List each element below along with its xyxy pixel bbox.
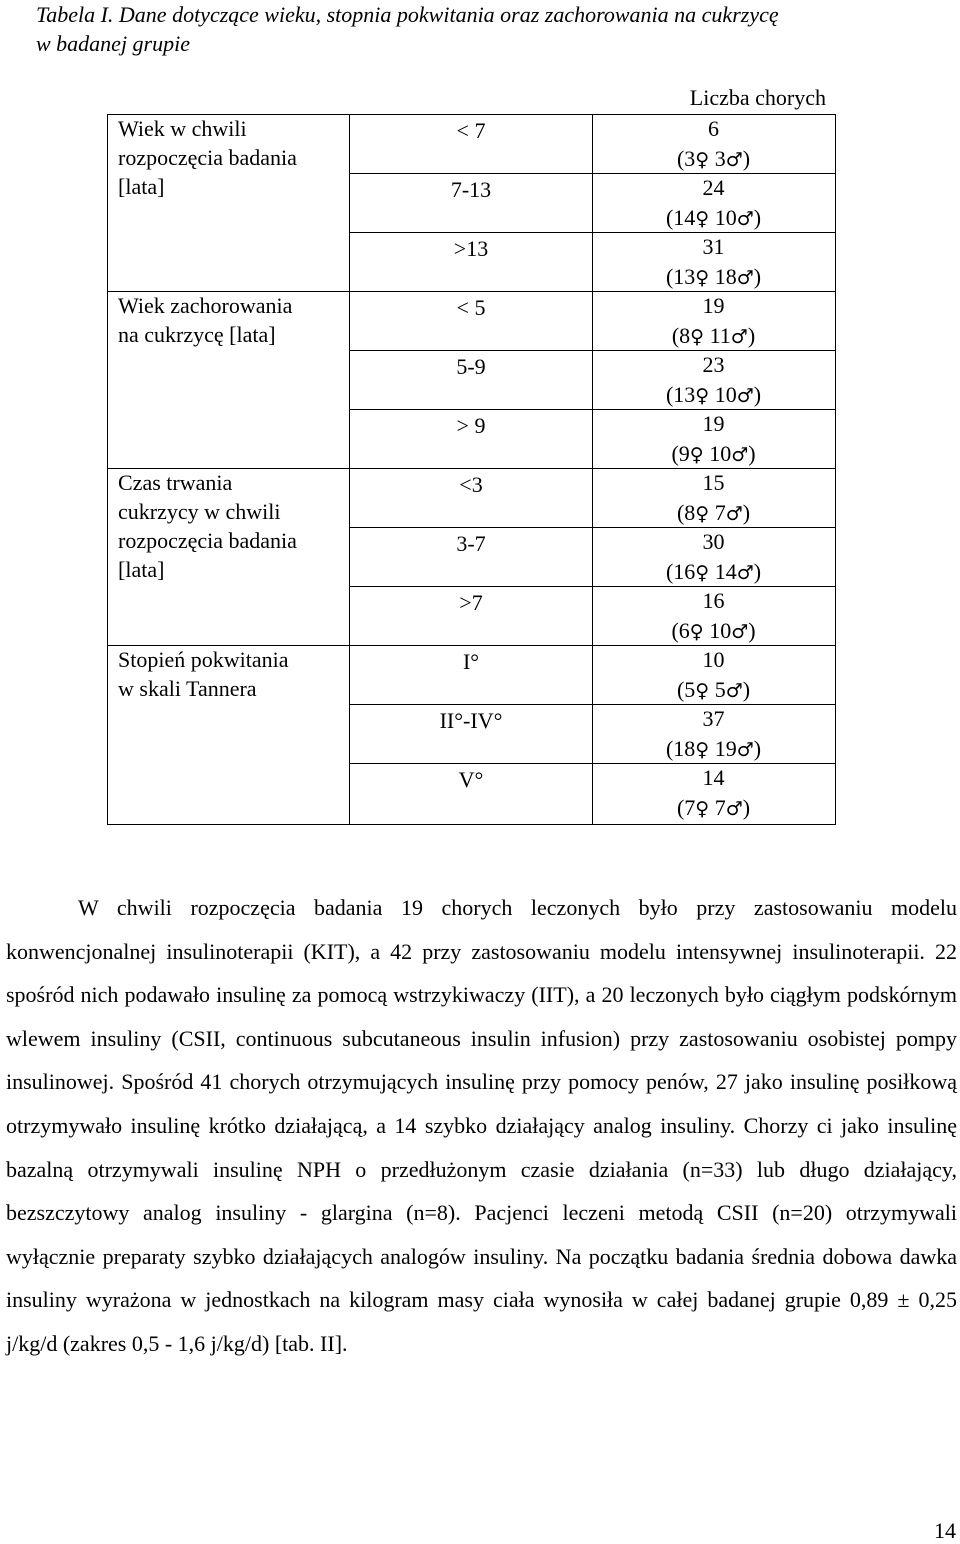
count-total: 30 bbox=[702, 529, 725, 554]
body-paragraph: W chwili rozpoczęcia badania 19 chorych leczonych było przy zastosowaniu modelu konwencjonalnej insulinoterapii (KIT), a 42 przy zastosowaniu modelu intensywnej insulinoterapii. 22 spośród nich podawało insulinę za pomocą wstrzykiwaczy (IIT), a 20 leczonych było ciągłym podskórnym wlewem insuliny (CSII, continuous subcutaneous insulin infusion) przy zastosowaniu osobistej pompy insulinowej. Spośród 41 chorych otrzymujących insulinę przy pomocy penów, 27 jako insulinę posiłkową otrzymywało insulinę krótko działającą, a 14 szybko działający analog insuliny. Chorzy ci jako insulinę bazalną otrzymywali insulinę NPH o przedłużonym czasie działania (n=33) lub długo działający, bezszczytowy analog insuliny - glargina (n=8). Pacjenci leczeni metodą CSII (n=20) otrzymywali wyłącznie preparaty szybko działających analogów insuliny. Na początku badania średnia dobowa dawka insuliny wyrażona w jednostkach na kilogram masy ciała wynosiła w całej badanej grupie 0,89 ± 0,25 j/kg/d (zakres 0,5 - 1,6 j/kg/d) [tab. II]. bbox=[6, 895, 957, 1356]
category-label-line: [lata] bbox=[118, 557, 165, 582]
category-label-line: w skali Tannera bbox=[118, 676, 257, 701]
count-male: 18 bbox=[714, 263, 737, 289]
count-female: 14 bbox=[673, 204, 696, 230]
range-cell: > 9 bbox=[456, 413, 486, 438]
count-split: (5♀ 5♂) bbox=[676, 676, 751, 702]
count-cell bbox=[593, 232, 834, 293]
count-female: 8 bbox=[684, 499, 696, 525]
row-divider bbox=[349, 704, 835, 705]
range-cell: >13 bbox=[453, 236, 489, 261]
row-divider bbox=[349, 232, 835, 233]
count-male: 7 bbox=[714, 499, 726, 525]
category-label bbox=[118, 114, 348, 201]
male-symbol-icon: ♂ bbox=[725, 679, 743, 702]
count-female: 7 bbox=[684, 794, 696, 820]
row-divider bbox=[349, 409, 835, 410]
male-symbol-icon: ♂ bbox=[736, 561, 754, 584]
female-symbol-icon: ♀ bbox=[695, 797, 710, 820]
count-male: 10 bbox=[714, 381, 737, 407]
caption-line-2: w badanej grupie bbox=[36, 31, 190, 56]
category-label-line: rozpoczęcia badania bbox=[118, 145, 297, 170]
count-total: 19 bbox=[702, 293, 725, 318]
row-divider bbox=[349, 586, 835, 587]
row-divider bbox=[349, 763, 835, 764]
count-cell bbox=[593, 114, 834, 175]
male-symbol-icon: ♂ bbox=[725, 502, 743, 525]
female-symbol-icon: ♀ bbox=[695, 384, 710, 407]
male-symbol-icon: ♂ bbox=[731, 443, 749, 466]
count-female: 9 bbox=[678, 440, 690, 466]
count-total: 31 bbox=[702, 234, 725, 259]
category-label bbox=[118, 291, 348, 349]
male-symbol-icon: ♂ bbox=[736, 266, 754, 289]
count-male: 14 bbox=[714, 558, 737, 584]
range-cell: I° bbox=[462, 649, 480, 674]
count-male: 10 bbox=[709, 617, 732, 643]
count-female: 16 bbox=[673, 558, 696, 584]
page-number: 14 bbox=[934, 1518, 956, 1543]
female-symbol-icon: ♀ bbox=[689, 620, 704, 643]
count-split: (18♀ 19♂) bbox=[665, 735, 762, 761]
count-split: (13♀ 18♂) bbox=[665, 263, 762, 289]
category-label-line: Wiek zachorowania bbox=[118, 293, 293, 318]
female-symbol-icon: ♀ bbox=[695, 266, 710, 289]
count-total: 6 bbox=[708, 116, 719, 141]
count-female: 5 bbox=[684, 676, 696, 702]
range-cell: < 7 bbox=[456, 118, 486, 143]
male-symbol-icon: ♂ bbox=[731, 620, 749, 643]
count-male: 3 bbox=[714, 145, 726, 171]
range-cell: < 5 bbox=[456, 295, 486, 320]
count-split: (7♀ 7♂) bbox=[676, 794, 751, 820]
body-paragraph-block bbox=[6, 886, 957, 1366]
row-divider bbox=[107, 291, 835, 292]
count-split: (16♀ 14♂) bbox=[665, 558, 762, 584]
male-symbol-icon: ♂ bbox=[736, 738, 754, 761]
count-female: 18 bbox=[673, 735, 696, 761]
count-header: Liczba chorych bbox=[689, 85, 826, 110]
category-label bbox=[118, 645, 348, 703]
count-male: 5 bbox=[714, 676, 726, 702]
count-split: (13♀ 10♂) bbox=[665, 381, 762, 407]
category-label-line: [lata] bbox=[118, 174, 165, 199]
count-cell bbox=[593, 409, 834, 470]
count-cell bbox=[593, 350, 834, 411]
range-cell: >7 bbox=[459, 590, 483, 615]
count-split: (6♀ 10♂) bbox=[671, 617, 756, 643]
range-cell: 3-7 bbox=[456, 531, 486, 556]
count-split: (9♀ 10♂) bbox=[671, 440, 756, 466]
count-male: 19 bbox=[714, 735, 737, 761]
male-symbol-icon: ♂ bbox=[725, 797, 743, 820]
female-symbol-icon: ♀ bbox=[695, 207, 710, 230]
female-symbol-icon: ♀ bbox=[689, 443, 704, 466]
table-caption bbox=[36, 0, 956, 58]
row-divider bbox=[349, 527, 835, 528]
count-cell bbox=[593, 645, 834, 706]
count-cell bbox=[593, 468, 834, 529]
female-symbol-icon: ♀ bbox=[695, 738, 710, 761]
female-symbol-icon: ♀ bbox=[695, 502, 710, 525]
female-symbol-icon: ♀ bbox=[695, 561, 710, 584]
category-label-line: Czas trwania bbox=[118, 470, 233, 495]
caption-line-1: Tabela I. Dane dotyczące wieku, stopnia pokwitania oraz zachorowania na cukrzycę bbox=[36, 2, 779, 27]
count-cell bbox=[593, 173, 834, 234]
row-divider bbox=[107, 645, 835, 646]
range-cell: <3 bbox=[459, 472, 483, 497]
count-cell bbox=[593, 763, 834, 824]
male-symbol-icon: ♂ bbox=[736, 207, 754, 230]
count-total: 14 bbox=[702, 765, 725, 790]
count-female: 3 bbox=[684, 145, 696, 171]
count-split: (3♀ 3♂) bbox=[676, 145, 751, 171]
row-divider bbox=[349, 173, 835, 174]
count-split: (8♀ 7♂) bbox=[676, 499, 751, 525]
range-cell: II°-IV° bbox=[439, 708, 503, 733]
count-split: (8♀ 11♂) bbox=[671, 322, 756, 348]
count-male: 7 bbox=[714, 794, 726, 820]
count-total: 23 bbox=[702, 352, 725, 377]
count-cell bbox=[593, 586, 834, 647]
range-cell: 7-13 bbox=[450, 177, 492, 202]
category-label bbox=[118, 468, 348, 584]
count-cell bbox=[593, 291, 834, 352]
count-cell bbox=[593, 527, 834, 588]
row-divider bbox=[349, 350, 835, 351]
range-cell: V° bbox=[458, 767, 484, 792]
count-total: 24 bbox=[702, 175, 725, 200]
female-symbol-icon: ♀ bbox=[695, 148, 710, 171]
count-female: 13 bbox=[673, 381, 696, 407]
male-symbol-icon: ♂ bbox=[736, 384, 754, 407]
count-male: 10 bbox=[714, 204, 737, 230]
male-symbol-icon: ♂ bbox=[730, 325, 748, 348]
range-cell: 5-9 bbox=[456, 354, 486, 379]
category-label-line: na cukrzycę [lata] bbox=[118, 322, 276, 347]
count-total: 10 bbox=[702, 647, 725, 672]
count-male: 10 bbox=[709, 440, 732, 466]
count-split: (14♀ 10♂) bbox=[665, 204, 762, 230]
count-female: 6 bbox=[678, 617, 690, 643]
category-label-line: Stopień pokwitania bbox=[118, 647, 289, 672]
female-symbol-icon: ♀ bbox=[695, 679, 710, 702]
category-label-line: Wiek w chwili bbox=[118, 116, 247, 141]
male-symbol-icon: ♂ bbox=[725, 148, 743, 171]
count-total: 15 bbox=[702, 470, 725, 495]
count-female: 13 bbox=[673, 263, 696, 289]
count-total: 19 bbox=[702, 411, 725, 436]
category-label-line: cukrzycy w chwili bbox=[118, 499, 281, 524]
count-cell bbox=[593, 704, 834, 765]
count-male: 11 bbox=[709, 322, 731, 348]
count-female: 8 bbox=[679, 322, 691, 348]
count-total: 37 bbox=[702, 706, 725, 731]
female-symbol-icon: ♀ bbox=[690, 325, 705, 348]
count-total: 16 bbox=[702, 588, 725, 613]
row-divider bbox=[107, 468, 835, 469]
category-label-line: rozpoczęcia badania bbox=[118, 528, 297, 553]
data-table bbox=[107, 84, 836, 825]
